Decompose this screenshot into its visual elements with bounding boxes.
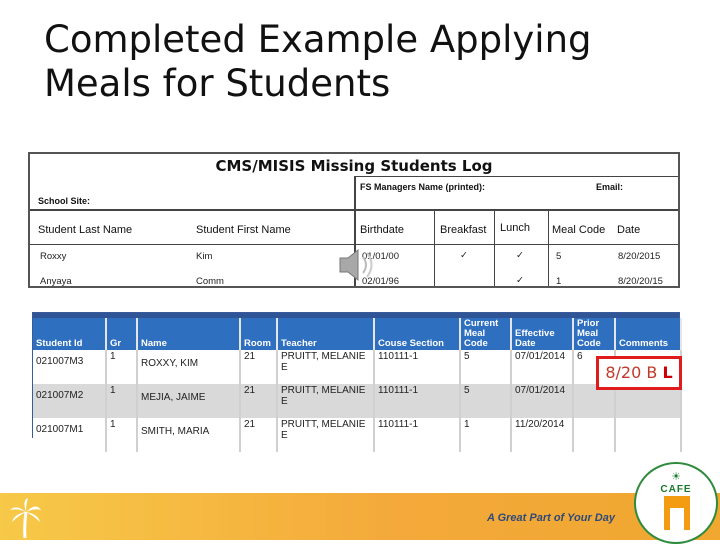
log-cell: Comm <box>196 276 224 287</box>
log-cell: Roxxy <box>40 251 67 262</box>
cell-teacher: PRUITT, MELANIE E <box>277 384 374 418</box>
table-row[interactable] <box>33 350 681 384</box>
log-cell-checkmark: ✓ <box>460 250 468 261</box>
footer-tagline: A Great Part of Your Day <box>487 512 615 524</box>
log-cell-checkmark: ✓ <box>516 275 524 286</box>
log-divider <box>548 209 549 288</box>
grid-header-effective-date[interactable]: Effective Date <box>511 318 573 350</box>
log-header-lunch: Lunch <box>500 222 530 234</box>
log-divider <box>678 176 679 288</box>
cell-prior-code <box>573 418 615 452</box>
palm-tree-logo <box>8 498 42 540</box>
cell-room: 21 <box>240 350 277 384</box>
log-header-last-name: Student Last Name <box>38 224 133 236</box>
cell-section: 110111-1 <box>374 418 460 452</box>
grid-header-name[interactable]: Name <box>137 318 240 350</box>
log-cell: 5 <box>556 251 562 262</box>
log-cell: 8/20/20/15 <box>618 276 663 287</box>
grid-header-grade[interactable]: Gr <box>106 318 137 350</box>
slide-title-line-2: Meals for Students <box>44 62 391 105</box>
callout-bold-letter: L <box>662 363 673 382</box>
cell-section: 110111-1 <box>374 350 460 384</box>
log-divider <box>354 176 680 177</box>
cell-student-id: 021007M2 <box>33 384 106 418</box>
cell-comments <box>615 418 681 452</box>
callout-text: 8/20 B <box>605 363 663 382</box>
cell-effective-date: 07/01/2014 <box>511 384 573 418</box>
cell-name: SMITH, MARIA <box>137 418 240 452</box>
cell-name: ROXXY, KIM <box>137 350 240 384</box>
grid-header-prior-meal-code[interactable]: Prior Meal Code <box>573 318 615 350</box>
log-cell: Anyaya <box>40 276 72 287</box>
cafe-la-logo <box>634 462 718 544</box>
meal-date-callout <box>596 356 682 390</box>
manager-name-label: FS Managers Name (printed): <box>360 182 486 192</box>
grid-header-teacher[interactable]: Teacher <box>277 318 374 350</box>
log-cell: 01/01/00 <box>362 251 399 262</box>
cell-grade: 1 <box>106 418 137 452</box>
slide-title-line-1: Completed Example Applying <box>44 18 592 61</box>
cell-section: 110111-1 <box>374 384 460 418</box>
cell-grade: 1 <box>106 384 137 418</box>
grid-header-current-meal-code[interactable]: Current Meal Code <box>460 318 511 350</box>
log-cell: Kim <box>196 251 213 262</box>
log-cell: 02/01/96 <box>362 276 399 287</box>
cell-prior-code: 6 <box>573 350 615 384</box>
grid-header-course-section[interactable]: Couse Section <box>374 318 460 350</box>
cafe-la-logo-mark-cutout <box>670 508 684 530</box>
email-label: Email: <box>596 182 624 192</box>
cafe-la-logo-sun-icon: ☀ <box>671 471 681 483</box>
cell-student-id: 021007M1 <box>33 418 106 452</box>
slide-title <box>44 18 684 106</box>
table-row[interactable] <box>33 384 681 418</box>
log-header-meal-code: Meal Code <box>552 224 606 236</box>
log-divider <box>434 209 435 288</box>
cell-student-id: 021007M3 <box>33 350 106 384</box>
cell-grade: 1 <box>106 350 137 384</box>
grid-header-row <box>33 318 681 350</box>
cell-teacher: PRUITT, MELANIE E <box>277 418 374 452</box>
cell-name: MEJIA, JAIME <box>137 384 240 418</box>
school-site-label: School Site: <box>38 196 91 206</box>
log-header-first-name: Student First Name <box>196 224 291 236</box>
cafe-la-logo-top-text: CAFE <box>660 484 692 495</box>
cell-meal-code: 5 <box>460 384 511 418</box>
cell-room: 21 <box>240 418 277 452</box>
log-cell: 1 <box>556 276 562 287</box>
log-cell: 8/20/2015 <box>618 251 661 262</box>
log-title: CMS/MISIS Missing Students Log <box>215 157 493 175</box>
cell-room: 21 <box>240 384 277 418</box>
student-meal-grid <box>32 312 680 441</box>
table-row[interactable] <box>33 418 681 452</box>
cell-teacher: PRUITT, MELANIE E <box>277 350 374 384</box>
speaker-icon[interactable] <box>334 242 382 288</box>
log-cell-checkmark: ✓ <box>516 250 524 261</box>
grid-header-comments[interactable]: Comments <box>615 318 681 350</box>
log-header-birthdate: Birthdate <box>360 224 405 236</box>
log-divider <box>494 209 495 288</box>
cell-effective-date: 11/20/2014 <box>511 418 573 452</box>
cell-effective-date: 07/01/2014 <box>511 350 573 384</box>
log-divider <box>30 209 680 211</box>
log-header-date: Date <box>617 224 641 236</box>
grid-header-student-id[interactable]: Student Id <box>33 318 106 350</box>
cell-meal-code: 5 <box>460 350 511 384</box>
grid-header-room[interactable]: Room <box>240 318 277 350</box>
log-header-breakfast: Breakfast <box>440 224 487 236</box>
cell-meal-code: 1 <box>460 418 511 452</box>
